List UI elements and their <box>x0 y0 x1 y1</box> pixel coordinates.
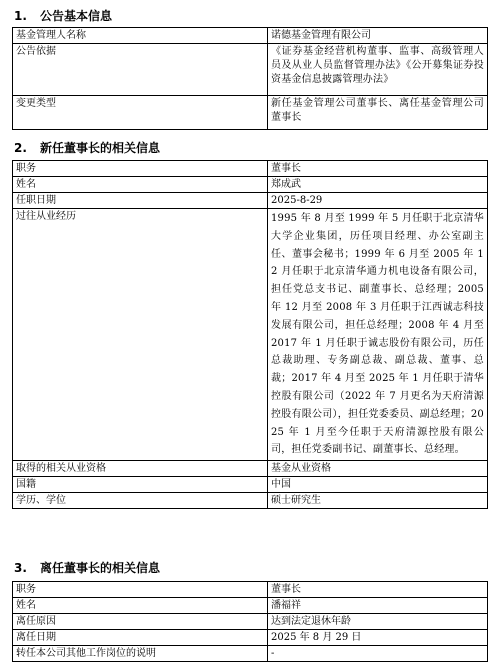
new-chairman-info-table <box>12 160 488 509</box>
table-row <box>13 630 488 646</box>
row-label: 离任日期 <box>13 630 268 646</box>
row-value: 2025 年 8 月 29 日 <box>268 630 488 646</box>
row-label: 公告依据 <box>13 44 268 96</box>
table-row <box>13 96 488 130</box>
row-value: 基金从业资格 <box>268 461 488 477</box>
table-row <box>13 28 488 44</box>
table-row <box>13 614 488 630</box>
row-value: 2025-8-29 <box>268 193 488 209</box>
table-row <box>13 461 488 477</box>
row-value: 董事长 <box>268 161 488 177</box>
row-label: 学历、学位 <box>13 493 268 509</box>
section-2-number: 2. <box>14 141 27 155</box>
row-label: 姓名 <box>13 598 268 614</box>
section-1-heading: 公告基本信息 <box>40 9 113 23</box>
row-value: 郑成武 <box>268 177 488 193</box>
table-row <box>13 493 488 509</box>
table-row <box>13 477 488 493</box>
table-row <box>13 582 488 598</box>
section-1-number: 1. <box>14 9 27 23</box>
row-label: 取得的相关从业资格 <box>13 461 268 477</box>
row-label: 基金管理人名称 <box>13 28 268 44</box>
row-label: 过往从业经历 <box>13 209 268 461</box>
table-row <box>13 177 488 193</box>
row-label: 离任原因 <box>13 614 268 630</box>
section-3-number: 3. <box>14 561 27 575</box>
row-value: 中国 <box>268 477 488 493</box>
departing-chairman-info-table <box>12 581 488 662</box>
table-row <box>13 161 488 177</box>
row-value: 潘福祥 <box>268 598 488 614</box>
section-2-heading: 新任董事长的相关信息 <box>40 141 161 155</box>
section-1-title <box>14 9 112 23</box>
table-row <box>13 598 488 614</box>
table-row <box>13 209 488 461</box>
row-label: 职务 <box>13 161 268 177</box>
row-value: 诺德基金管理有限公司 <box>268 28 488 44</box>
section-2-title <box>14 141 160 155</box>
row-value: 新任基金管理公司董事长、离任基金管理公司董事长 <box>268 96 488 130</box>
table-row <box>13 193 488 209</box>
section-3-heading: 离任董事长的相关信息 <box>40 561 161 575</box>
table-row <box>13 646 488 662</box>
row-label: 任职日期 <box>13 193 268 209</box>
row-value: - <box>268 646 488 662</box>
row-label: 国籍 <box>13 477 268 493</box>
row-label: 姓名 <box>13 177 268 193</box>
table-row <box>13 44 488 96</box>
row-value: 董事长 <box>268 582 488 598</box>
section-3-title <box>14 561 160 575</box>
row-value: 硕士研究生 <box>268 493 488 509</box>
row-value: 达到法定退休年龄 <box>268 614 488 630</box>
row-value: 《证券基金经营机构董事、监事、高级管理人员及从业人员监督管理办法》《公开募集证券投资基金信息披露管理办法》 <box>268 44 488 96</box>
row-label: 变更类型 <box>13 96 268 130</box>
announcement-basic-info-table <box>12 27 488 130</box>
row-label: 职务 <box>13 582 268 598</box>
row-label: 转任本公司其他工作岗位的说明 <box>13 646 268 662</box>
row-value: 1995 年 8 月至 1999 年 5 月任职于北京清华大学企业集团，历任项目经理、办公室副主任、董事会秘书；1999 年 6 月至 2005 年 12 月任职于北京清华通力机电设备有限公司，担任党总支书记、副董事长、总经理；2005 年 12 月至 2008 年 3 月任职于江西诚志科技发展有限公司，担任总经理；2008 年 4 月至 2017 年 1 月任职于诚志股份有限公司，历任总裁助理、专务副总裁、副总裁、董事、总裁；2017 年 4 月至 2025 年 1 月任职于清华控股有限公司（2022 年 7 月更名为天府清源控股有限公司），担任党委委员、副总经理；2025 年 1 月至今任职于天府清源控股有限公司，担任党委副书记、副董事长、总经理。 <box>268 209 488 461</box>
